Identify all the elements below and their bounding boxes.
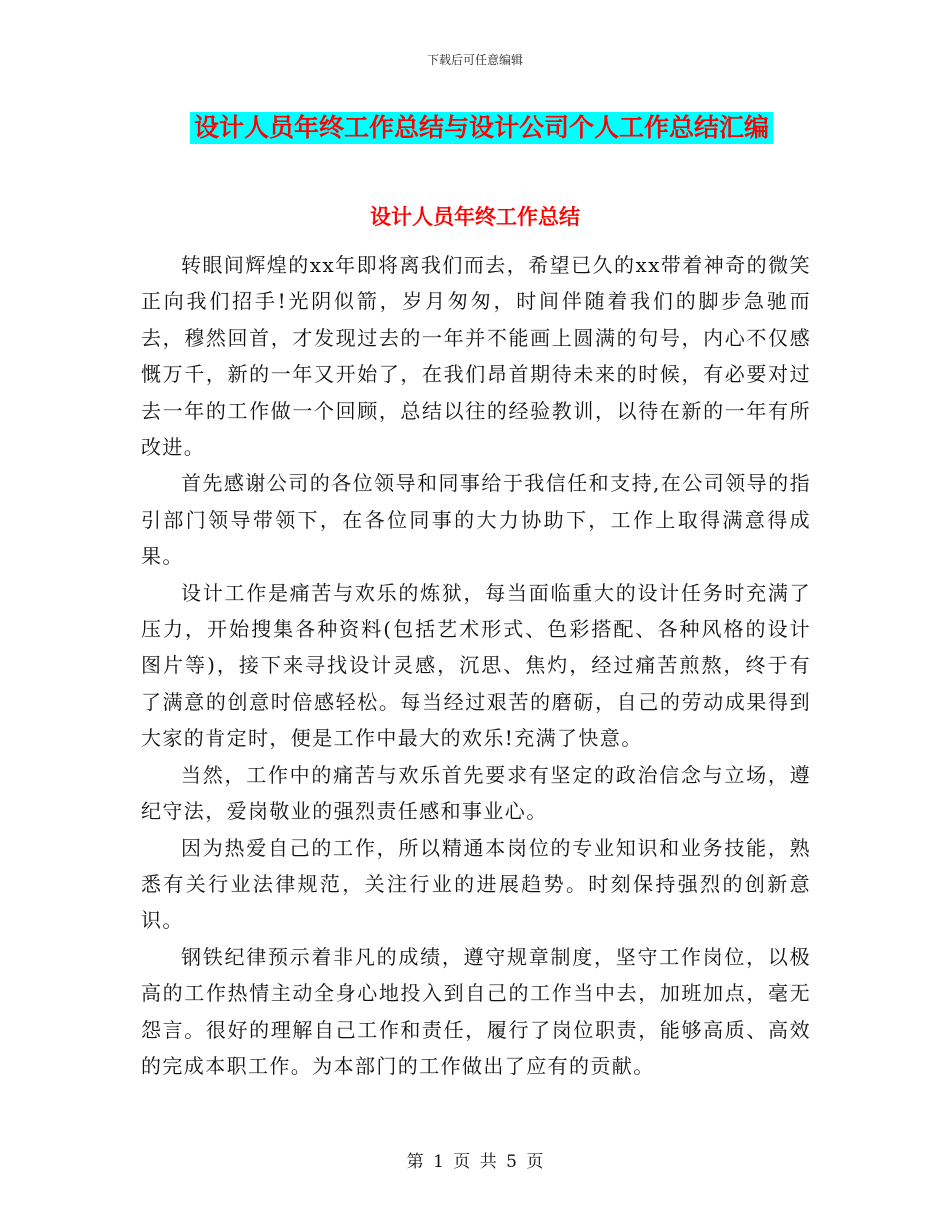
paragraph: 设计工作是痛苦与欢乐的炼狱，每当面临重大的设计任务时充满了压力，开始搜集各种资料(包括艺术形式、色彩搭配、各种风格的设计图片等)，接下来寻找设计灵感，沉思、焦灼，经过痛苦煎熬，终于有了满意的创意时倍感轻松。每当经过艰苦的磨砺，自己的劳动成果得到大家的肯定时，便是工作中最大的欢乐!充满了快意。 xyxy=(141,580,811,751)
page-number-footer: 第 1 页 共 5 页 xyxy=(406,1152,544,1172)
section-heading: 设计人员年终工作总结 xyxy=(370,205,580,229)
paragraph: 首先感谢公司的各位领导和同事给于我信任和支持,在公司领导的指引部门领导带领下，在各位同事的大力协助下，工作上取得满意得成果。 xyxy=(141,471,811,569)
document-title: 设计人员年终工作总结与设计公司个人工作总结汇编 xyxy=(190,112,773,144)
paragraph: 当然，工作中的痛苦与欢乐首先要求有坚定的政治信念与立场，遵纪守法，爱岗敬业的强烈责任感和事业心。 xyxy=(141,762,811,824)
paragraph: 钢铁纪律预示着非凡的成绩，遵守规章制度，坚守工作岗位，以极高的工作热情主动全身心地投入到自己的工作当中去，加班加点，毫无怨言。很好的理解自己工作和责任，履行了岗位职责，能够高质、高效的完成本职工作。为本部门的工作做出了应有的贡献。 xyxy=(141,944,811,1078)
page-header-note: 下载后可任意编辑 xyxy=(426,53,523,67)
paragraph: 转眼间辉煌的xx年即将离我们而去，希望已久的xx带着神奇的微笑正向我们招手!光阴似箭，岁月匆匆，时间伴随着我们的脚步急驰而去，穆然回首，才发现过去的一年并不能画上圆满的句号，内心不仅感慨万千，新的一年又开始了，在我们昂首期待未来的时候，有必要对过去一年的工作做一个回顾，总结以往的经验教训，以待在新的一年有所改进。 xyxy=(141,253,811,460)
document-body xyxy=(141,247,811,1084)
paragraph: 因为热爱自己的工作，所以精通本岗位的专业知识和业务技能，熟悉有关行业法律规范，关注行业的进展趋势。时刻保持强烈的创新意识。 xyxy=(141,835,811,933)
